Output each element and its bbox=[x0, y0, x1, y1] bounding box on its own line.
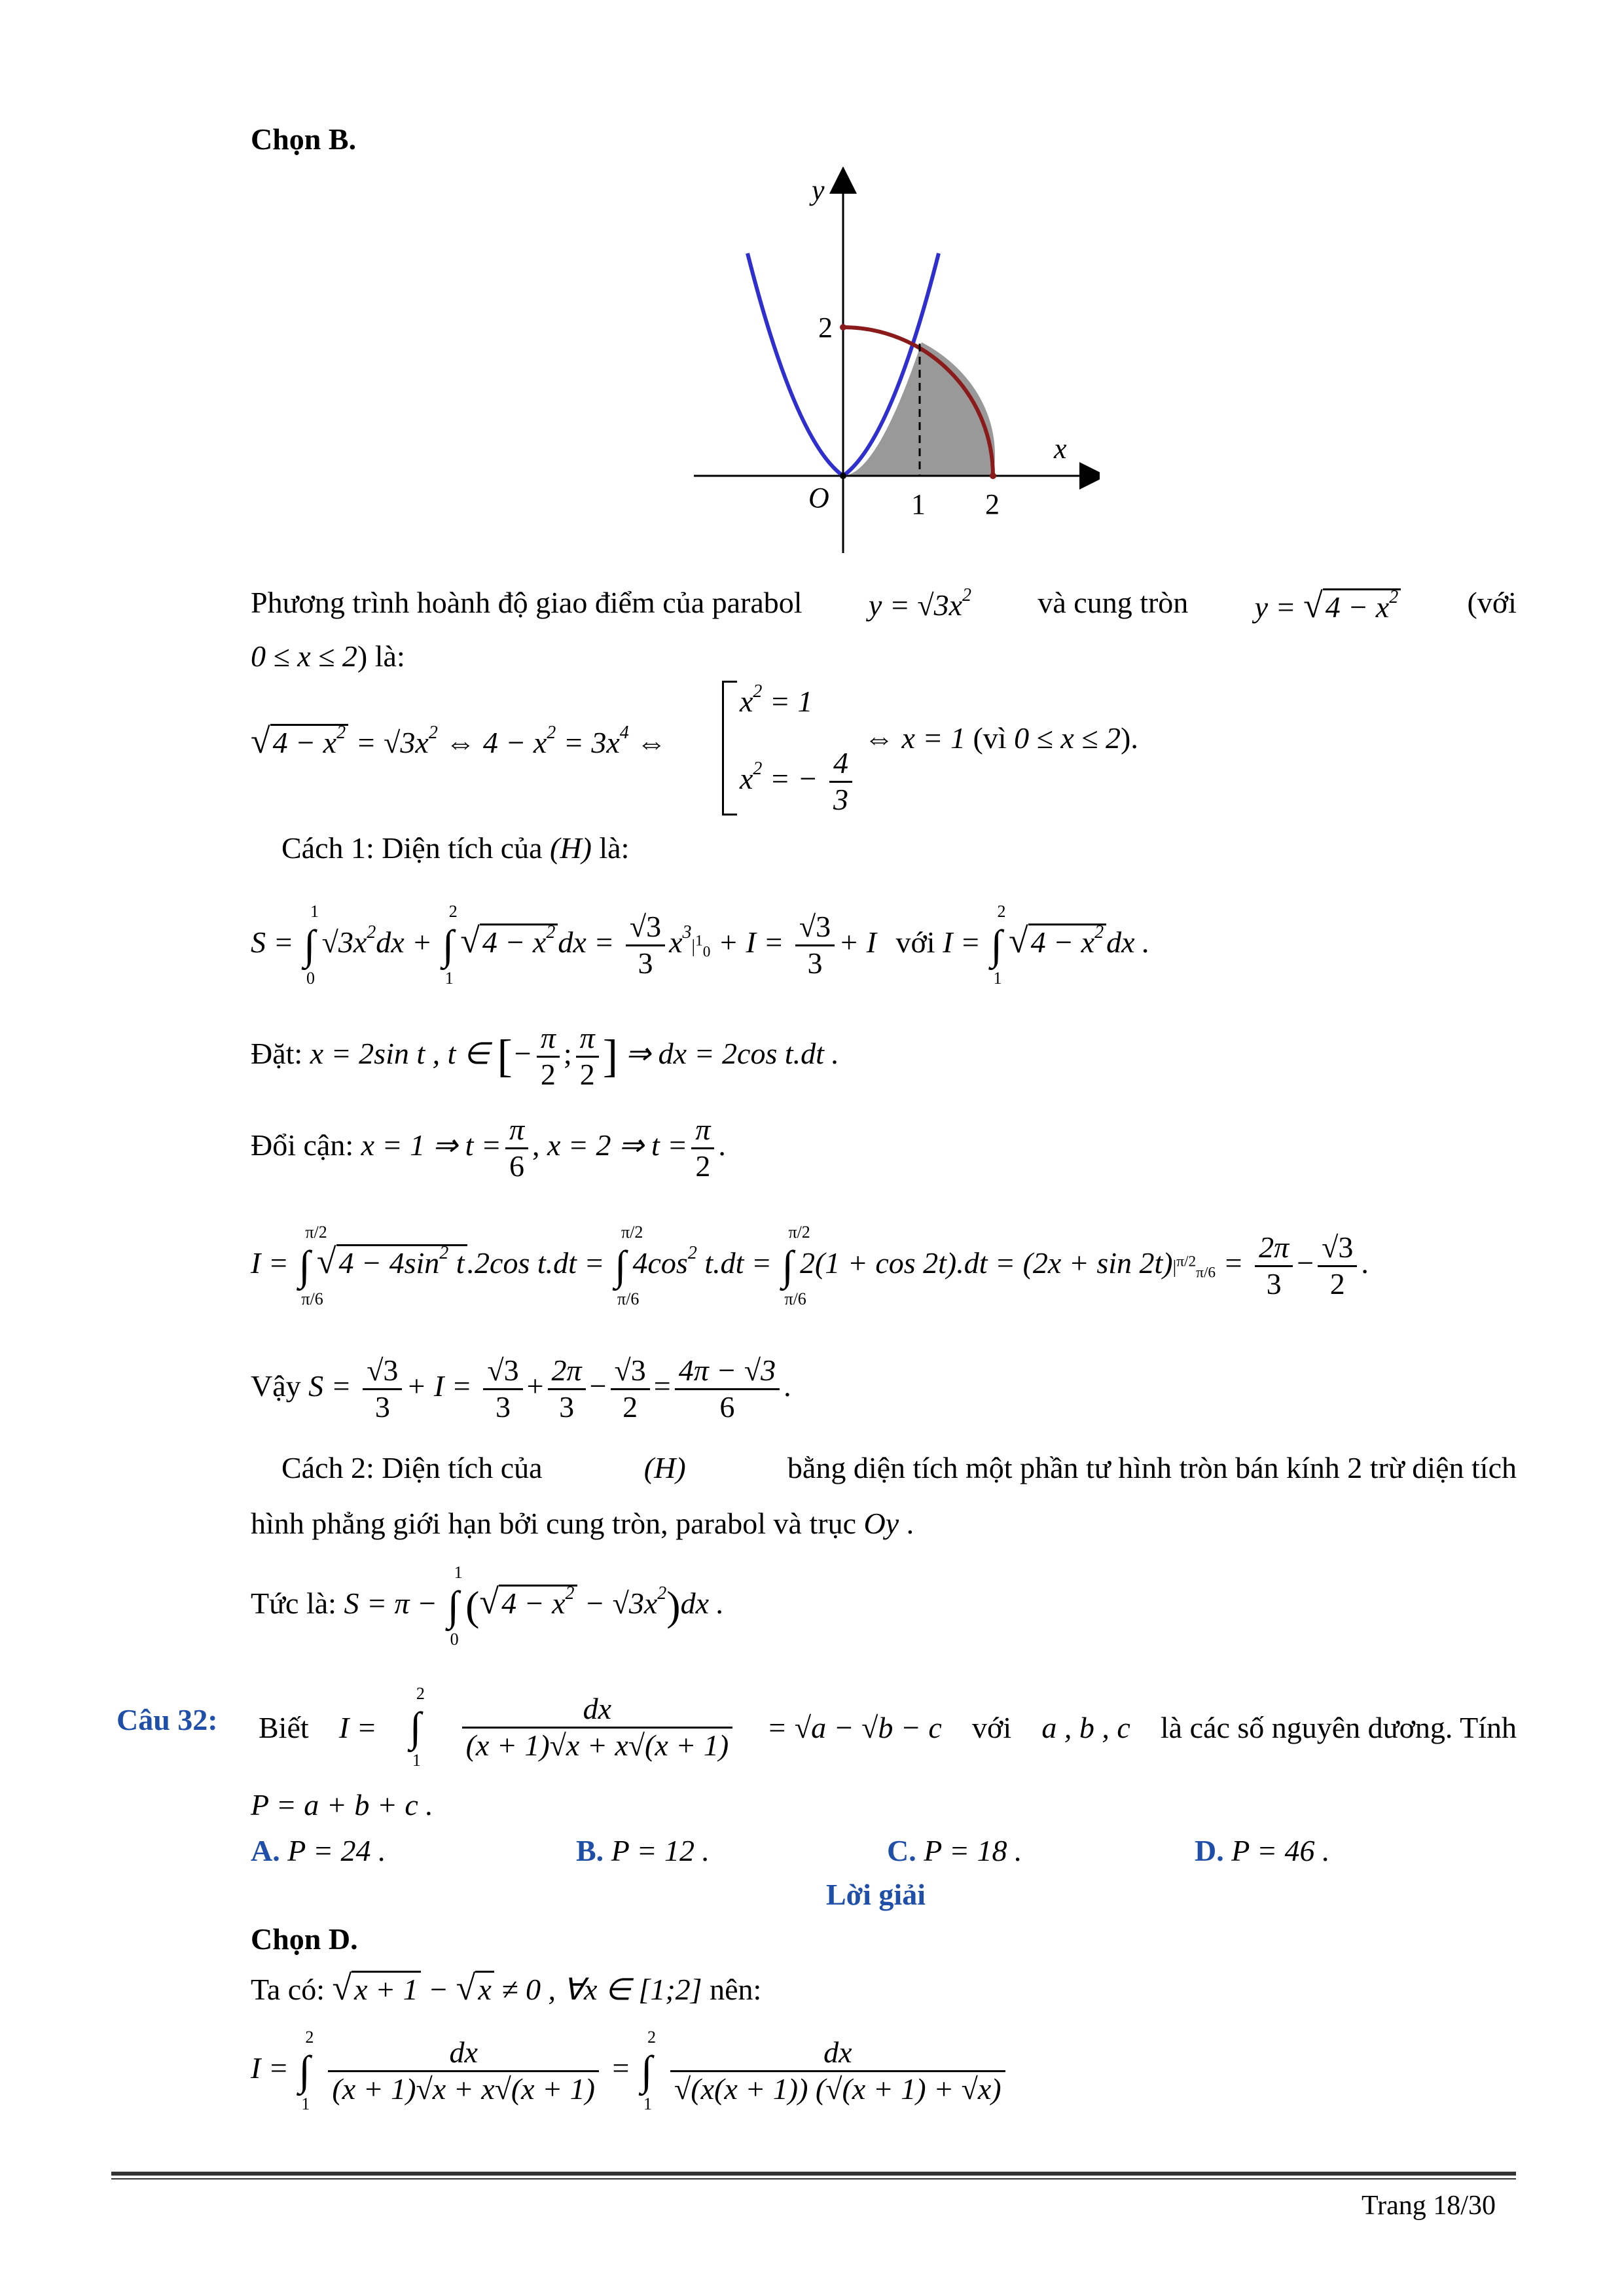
equation-intersection: $√4 - x^2 = √3x^2$ ⇔ $4 - x^2 = 3x^4$ ⇔ bbox=[251, 721, 667, 761]
bracket bbox=[722, 681, 737, 816]
cach1-title: Cách 1: Diện tích của (H) là: bbox=[281, 831, 630, 865]
answer-a: A. P = 24 . bbox=[251, 1834, 386, 1867]
question-32-label: Câu 32: bbox=[117, 1703, 218, 1736]
answer-choice-d: Chọn D. bbox=[251, 1922, 358, 1956]
shaded-region bbox=[843, 342, 922, 476]
equation-cach2: Tức là: S = π − ∫ 1 0 $(√4 - x^2 - √3x^2)dx$ . bbox=[251, 1563, 724, 1649]
tick-y-2: 2 bbox=[818, 312, 833, 344]
origin-label: O bbox=[808, 482, 829, 514]
y-axis-label: y bbox=[812, 174, 825, 206]
x-axis-label: x bbox=[1054, 433, 1067, 465]
page-number: Trang 18/30 bbox=[1362, 2191, 1496, 2221]
cach2-line2: hình phẳng giới hạn bởi cung tròn, parabol và trục Oy . bbox=[251, 1507, 914, 1540]
answer-b: B. P = 12 . bbox=[576, 1834, 710, 1867]
footer-rule bbox=[111, 2172, 1516, 2176]
case-2: $x^2$ = − $\frac{4}{3}$ bbox=[740, 746, 856, 817]
cach2-line1: Cách 2: Diện tích của (H) bằng diện tích một phần tư hình tròn bán kính 2 trừ diện tích bbox=[281, 1451, 1517, 1484]
answer-d: D. P = 46 . bbox=[1195, 1834, 1330, 1867]
tick-x-1: 1 bbox=[911, 488, 926, 520]
question-32-p: P = a + b + c . bbox=[251, 1788, 433, 1821]
equation-area-s: S = ∫ 1 0 $√3x^2dx$ + ∫ 2 1 $√4 - x^2dx$ = $\frac{√3}{3}$ $x^3|^1_0 + I$ = $\frac{√3}{3}$ + I với I = ∫ 2 1 $√4 - x^2dx$ . bbox=[251, 902, 1150, 988]
answer-c: C. P = 18 . bbox=[887, 1834, 1022, 1867]
paragraph-intersection: Phương trình hoành độ giao điểm của parabol $y = √3x^2$ và cung tròn $y = √4 - x^2$ (với bbox=[251, 585, 1517, 625]
footer-rule-thin bbox=[111, 2178, 1516, 2179]
paragraph-intersection-line2: 0 ≤ x ≤ 2) là: bbox=[251, 639, 405, 673]
solution-heading: Lời giải bbox=[826, 1878, 926, 1911]
graph-figure bbox=[681, 167, 1100, 560]
change-limits: Đổi cận: x = 1 ⇒ t = $\frac{\pi}{6}$ , x = 2 ⇒ t = $\frac{\pi}{2}$ . bbox=[251, 1113, 726, 1183]
equation-integral-32: I = ∫ 2 1 $\frac{dx}{(x + 1)√x + x√(x + 1)}$ = ∫ 2 1 $\frac{dx}{√(x(x + 1)) (√(x + 1) + √x)}$ bbox=[251, 2036, 1009, 2107]
ta-co-line: Ta có: √x + 1 − √x ≠ 0 , ∀x ∈ [1;2] nên: bbox=[251, 1968, 762, 2007]
answer-choice-b: Chọn B. bbox=[251, 122, 357, 156]
equation-result-s: Vậy S = $\frac{√3}{3}$ + I = $\frac{√3}{3}$ + $\frac{2\pi}{3}$ − $\frac{√3}{2}$ = $\frac{4\pi - √3}{6}$ . bbox=[251, 1354, 791, 1424]
tick-x-2: 2 bbox=[985, 488, 1000, 520]
case-1: $x^2 = 1$ bbox=[740, 681, 813, 718]
substitution: Đặt: x = 2sin t , t ∈ [− $\frac{\pi}{2}$ ; $\frac{\pi}{2}$ ] ⇒ dx = 2cos t.dt . bbox=[251, 1021, 839, 1091]
equation-integral-i: I = ∫ π/2 π/6 $√4 - 4\sin^2$ t.2cos t.dt = ∫ π/2 π/6 $4\cos^2$ t.dt = ∫ π/2 π/6 $2(1 + \cos 2t).dt = (2x + \sin 2t)|^{\pi/2}_{\pi/6}$ = $\frac{2\pi}{3}$ − $\frac{√3}{2}$ . bbox=[251, 1223, 1369, 1309]
equation-result: ⇔ x = 1 (vì 0 ≤ x ≤ 2). bbox=[864, 721, 1138, 755]
question-32-text: Biết I = ∫ 2 1 $\frac{dx}{(x + 1)√x + x√(x + 1)}$ = √a − √b − c với a , b , c là các số nguyên dương. Tính bbox=[259, 1684, 1517, 1770]
